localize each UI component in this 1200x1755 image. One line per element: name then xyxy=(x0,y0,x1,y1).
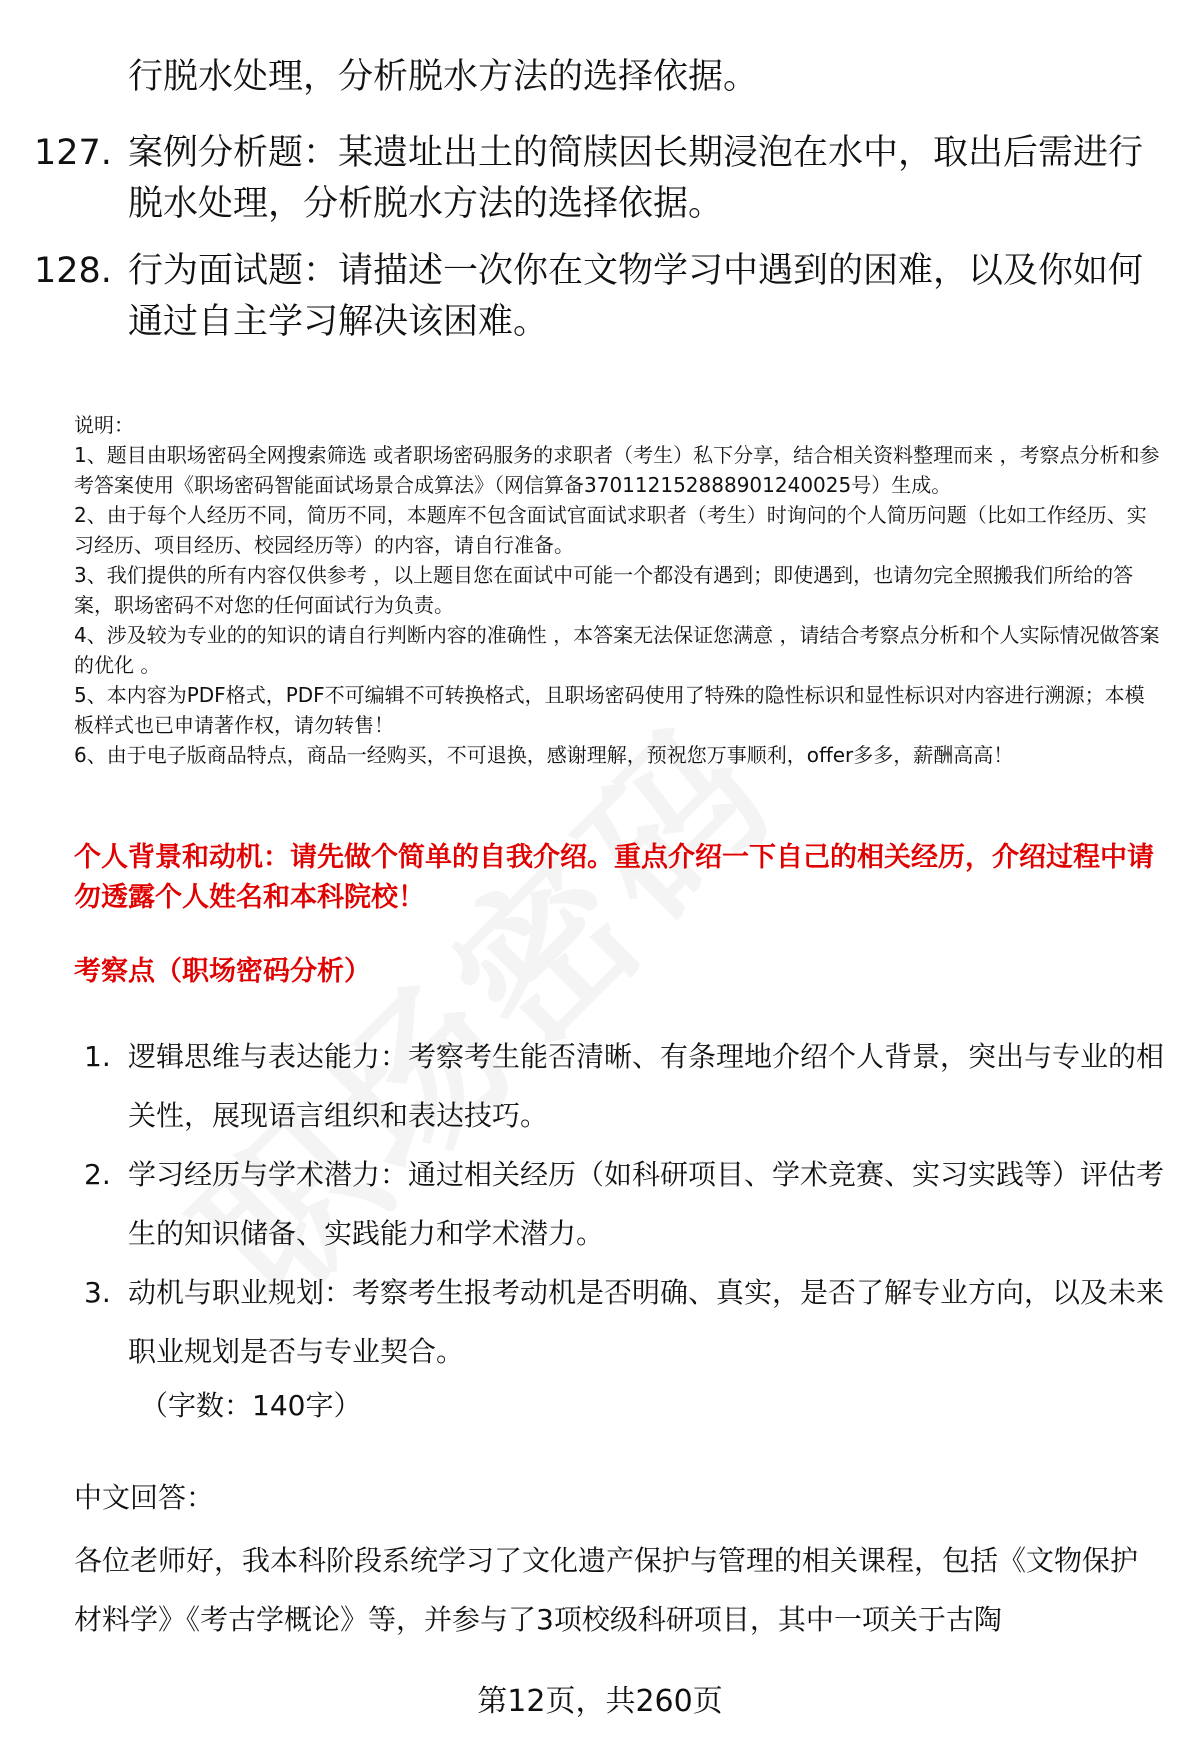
point-text: 动机与职业规划：考察考生报考动机是否明确、真实，是否了解专业方向，以及未来职业规划是否与专业契合。 xyxy=(128,1276,1165,1368)
point-number: 2. xyxy=(84,1158,111,1191)
point-item xyxy=(84,1263,1164,1381)
notes-item: 6、由于电子版商品特点，商品一经购买，不可退换，感谢理解，预祝您万事顺利，offer多多，薪酬高高！ xyxy=(74,743,1014,767)
notes-item: 1、题目由职场密码全网搜索筛选 或者职场密码服务的求职者（考生）私下分享，结合相关资料整理而来 ，考察点分析和参考答案使用《职场密码智能面试场景合成算法》（网信算备370112152888901240025号）生成。 xyxy=(74,443,1160,497)
section-question-heading: 个人背景和动机：请先做个简单的自我介绍。重点介绍一下自己的相关经历，介绍过程中请勿透露个人姓名和本科院校！ xyxy=(74,842,1154,913)
question-text: 行为面试题：请描述一次你在文物学习中遇到的困难，以及你如何通过自主学习解决该困难。 xyxy=(128,251,1144,342)
point-number: 1. xyxy=(84,1040,111,1073)
question-continuation xyxy=(34,52,1144,103)
section-points-title: 考察点（职场密码分析） xyxy=(74,956,371,987)
point-number: 3. xyxy=(84,1276,111,1309)
point-text: 逻辑思维与表达能力：考察考生能否清晰、有条理地介绍个人背景，突出与专业的相关性，展现语言组织和表达技巧。 xyxy=(128,1040,1165,1132)
notes-item: 3、我们提供的所有内容仅供参考 ，以上题目您在面试中可能一个都没有遇到；即使遇到，也请勿完全照搬我们所给的答案，职场密码不对您的任何面试行为负责。 xyxy=(74,563,1134,617)
word-count: （字数：140字） xyxy=(140,1389,362,1422)
question-continuation-text: 行脱水处理，分析脱水方法的选择依据。 xyxy=(128,57,759,97)
points-list xyxy=(84,1027,1164,1381)
answer-body: 各位老师好，我本科阶段系统学习了文化遗产保护与管理的相关课程，包括《文物保护材料学》《考古学概论》等，并参与了3项校级科研项目，其中一项关于古陶 xyxy=(74,1544,1139,1636)
question-number: 128. xyxy=(34,251,112,291)
point-item xyxy=(84,1145,1164,1263)
point-item xyxy=(84,1027,1164,1145)
question-text: 案例分析题：某遗址出土的简牍因长期浸泡在水中，取出后需进行脱水处理，分析脱水方法的选择依据。 xyxy=(128,133,1144,224)
notes-item: 5、本内容为PDF格式，PDF不可编辑不可转换格式，且职场密码使用了特殊的隐性标识和显性标识对内容进行溯源；本模板样式也已申请著作权，请勿转售！ xyxy=(74,683,1145,737)
question-item xyxy=(34,128,1144,230)
notes-title: 说明： xyxy=(74,413,134,437)
answer-title: 中文回答： xyxy=(74,1481,215,1514)
notes-section xyxy=(74,410,1164,770)
question-item xyxy=(34,246,1144,348)
notes-item: 4、涉及较为专业的的知识的请自行判断内容的准确性 ，本答案无法保证您满意 ，请结合考察点分析和个人实际情况做答案的优化 。 xyxy=(74,623,1160,677)
notes-item: 2、由于每个人经历不同，简历不同，本题库不包含面试官面试求职者（考生）时询问的个人简历问题（比如工作经历、实习经历、项目经历、校园经历等）的内容，请自行准备。 xyxy=(74,503,1147,557)
point-text: 学习经历与学术潜力：通过相关经历（如科研项目、学术竞赛、实习实践等）评估考生的知识储备、实践能力和学术潜力。 xyxy=(128,1158,1165,1250)
page-footer: 第12页，共260页 xyxy=(477,1684,723,1719)
question-number: 127. xyxy=(34,133,112,173)
